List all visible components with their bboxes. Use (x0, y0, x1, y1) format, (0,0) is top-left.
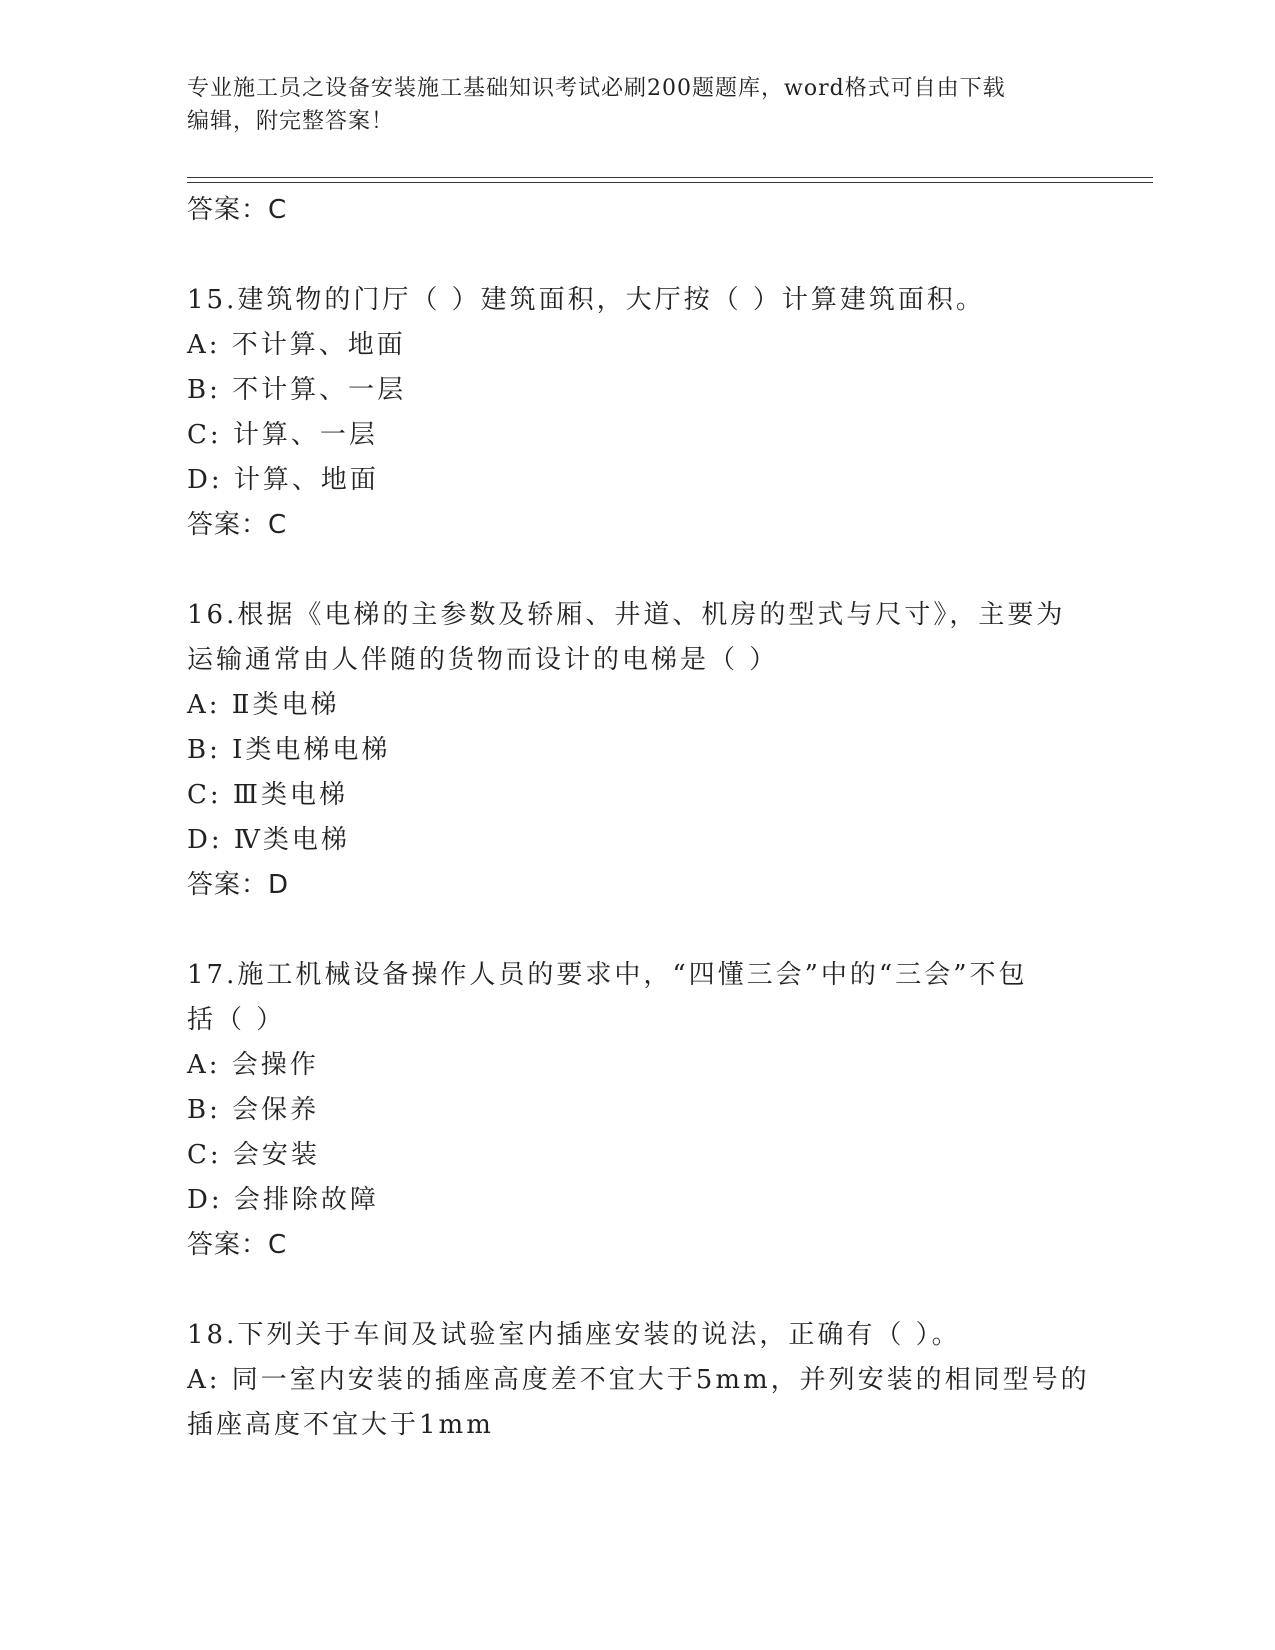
spacer (187, 233, 1087, 278)
option-b: B: 会保养 (187, 1095, 320, 1125)
option-a: A: 同一室内安装的插座高度差不宜大于5mm，并列安装的相同型号的 (187, 1365, 1090, 1395)
answer-line: 答案：C (187, 195, 288, 225)
answer-line: 答案：C (187, 510, 288, 540)
header-divider-top (187, 177, 1153, 178)
question-block-17 (187, 953, 1087, 1268)
option-a-continued: 插座高度不宜大于1mm (187, 1410, 494, 1440)
spacer (187, 548, 1087, 593)
answer-line: 答案：C (187, 1230, 288, 1260)
question-block-18 (187, 1313, 1090, 1448)
option-b: B: 不计算、一层 (187, 375, 407, 405)
question-text: 16.根据《电梯的主参数及轿厢、井道、机房的型式与尺寸》，主要为 (187, 600, 1066, 630)
header-line-1: 专业施工员之设备安装施工基础知识考试必刷200题题库，word格式可自由下载 (187, 76, 1006, 101)
question-block-16 (187, 593, 1087, 908)
option-a: A: 不计算、地面 (187, 330, 406, 360)
document-header (187, 72, 1087, 138)
option-d: D: 计算、地面 (187, 465, 379, 495)
option-c: C: Ⅲ类电梯 (187, 780, 348, 810)
question-block-15 (187, 278, 1087, 548)
question-text-continued: 运输通常由人伴随的货物而设计的电梯是（ ） (187, 645, 779, 675)
option-a: A: Ⅱ类电梯 (187, 690, 340, 720)
option-d: D: Ⅳ类电梯 (187, 825, 350, 855)
answer-line: 答案：D (187, 870, 290, 900)
spacer (187, 1268, 1087, 1313)
option-d: D: 会排除故障 (187, 1185, 379, 1215)
option-c: C: 会安装 (187, 1140, 320, 1170)
option-a: A: 会操作 (187, 1050, 319, 1080)
header-line-2: 编辑，附完整答案！ (187, 109, 395, 134)
question-text-continued: 括（ ） (187, 1005, 286, 1035)
header-divider-bottom (187, 182, 1153, 183)
option-b: B: Ⅰ类电梯电梯 (187, 735, 391, 765)
question-text: 15.建筑物的门厅（ ）建筑面积，大厅按（ ）计算建筑面积。 (187, 285, 985, 315)
spacer (187, 908, 1087, 953)
question-text: 17.施工机械设备操作人员的要求中，“四懂三会”中的“三会”不包 (187, 960, 1028, 990)
question-text: 18.下列关于车间及试验室内插座安装的说法，正确有（ ）。 (187, 1320, 961, 1350)
question-content (187, 188, 1090, 1448)
option-c: C: 计算、一层 (187, 420, 378, 450)
